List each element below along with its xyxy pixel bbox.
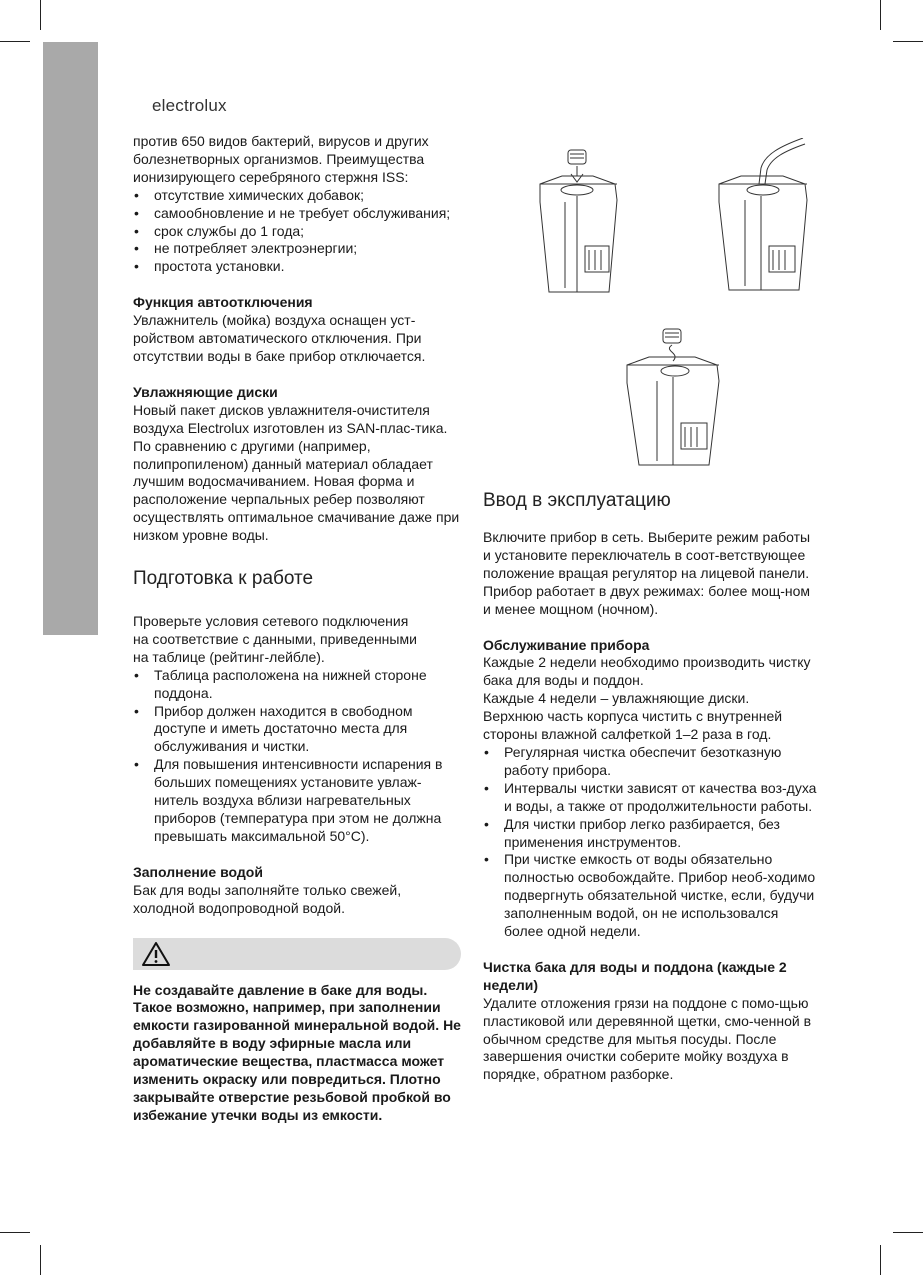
crop-mark: [40, 1245, 41, 1275]
service-text-2: Каждые 4 недели – увлажняющие диски.: [483, 690, 750, 707]
brand-logo: electrolux: [152, 96, 227, 115]
list-item: • Для повышения интенсивности испарения в больших помещениях установите увлаж-нитель воздуха вблизи нагревательных приборов (температура при этом не должна превышать максимальной 50°C).: [133, 756, 463, 846]
crop-mark: [880, 1245, 881, 1275]
list-item: • не потребляет электроэнергии;: [133, 240, 463, 258]
crop-mark: [880, 0, 881, 30]
tank-illustration-2: [713, 138, 813, 298]
crop-mark: [0, 1232, 30, 1233]
startup-heading: Ввод в эксплуатацию: [483, 490, 671, 511]
warning-bar: [133, 938, 461, 970]
prep-heading: Подготовка к работе: [133, 568, 314, 590]
tank-clean-title: Чистка бака для воды и поддона (каждые 2 недели): [483, 958, 787, 993]
warning-text: Не создавайте давление в баке для воды. Такое возможно, например, при заполнении емкости газированной минеральной водой. Не добавляйте в воду эфирные масла или ароматические вещества, пластмасса может изменить окраску или повредиться. Плотно закрывайте отверстие резьбовой пробкой во избежание утечки воды из емкости.: [133, 981, 461, 1123]
left-column: [133, 133, 463, 1125]
list-item: • Интервалы чистки зависят от качества воз-духа и воды, а также от продолжительности работы.: [483, 780, 818, 816]
fill-text: Бак для воды заполняйте только свежей, холодной водопроводной водой.: [133, 881, 402, 916]
service-text-1: Каждые 2 недели необходимо производить чистку бака для воды и поддон.: [483, 654, 811, 689]
crop-mark: [893, 41, 923, 42]
prep-text: Проверьте условия сетевого подключения на соответствие с данными, приведенными на таблице (рейтинг-лейбле).: [133, 613, 417, 665]
list-item: • самообновление и не требует обслуживания;: [133, 205, 463, 223]
list-item: • При чистке емкость от воды обязательно полностью освобождайте. Прибор необ-ходимо подвергнуть обязательной чистке, если, будучи заполненным водой, он не использовался более одной недели.: [483, 851, 818, 941]
crop-mark: [0, 41, 30, 42]
intro-text: против 650 видов бактерий, вирусов и других болезнетворных организмов. Преимущества ионизирующего серебряного стержня ISS:: [133, 133, 429, 185]
auto-off-text: Увлажнитель (мойка) воздуха оснащен уст-ройством автоматического отключения. При отсутствии воды в баке прибор отключается.: [133, 312, 426, 364]
service-bullet-list: [483, 744, 818, 941]
tank-clean-text: Удалите отложения грязи на поддоне с помо-щью пластиковой или деревянной щетки, смо-ченной в обычном средстве для мытья посуды. После завершения очистки соберите мойку воздуха в порядке, обратном разборке.: [483, 994, 812, 1083]
startup-text-1: Включите прибор в сеть. Выберите режим работы и установите переключатель в соот-ветствующее положение вращая регулятор на лицевой панели.: [483, 529, 811, 581]
crop-mark: [893, 1232, 923, 1233]
fill-title: Заполнение водой: [133, 863, 263, 880]
discs-title: Увлажняющие диски: [133, 383, 278, 400]
warning-triangle-icon: [141, 941, 171, 967]
list-item: • Регулярная чистка обеспечит безотказную работу прибора.: [483, 744, 818, 780]
crop-mark: [40, 0, 41, 30]
service-text-3: Верхнюю часть корпуса чистить с внутренней стороны влажной салфеткой 1–2 раза в год.: [483, 708, 783, 743]
list-item: • срок службы до 1 года;: [133, 223, 463, 241]
intro-bullet-list: [133, 187, 463, 277]
service-title: Обслуживание прибора: [483, 636, 650, 653]
tank-illustration-3: [623, 325, 723, 475]
prep-bullet-list: [133, 667, 463, 846]
list-item: • Прибор должен находится в свободном доступе и иметь достаточно места для обслуживания и чистки.: [133, 703, 463, 757]
side-tab: [43, 42, 98, 635]
right-column: [483, 489, 818, 1084]
discs-text: Новый пакет дисков увлажнителя-очистителя воздуха Electrolux изготовлен из SAN-плас-тика. По сравнению с другими (например, полипропиленом) данный материал обладает лучшим водосмачиванием. Новая форма и расположение черпальных ребер позволяют осуществлять оптимальное смачивание даже при низком уровне воды.: [133, 401, 460, 544]
tank-illustration-1: [537, 142, 629, 302]
startup-text-2: Прибор работает в двух режимах: более мощ-ном и менее мощном (ночном).: [483, 582, 811, 617]
auto-off-title: Функция автоотключения: [133, 294, 313, 311]
list-item: • Для чистки прибор легко разбирается, без применения инструментов.: [483, 816, 818, 852]
list-item: • отсутствие химических добавок;: [133, 187, 463, 205]
list-item: • Таблица расположена на нижней стороне поддона.: [133, 667, 463, 703]
list-item: • простота установки.: [133, 258, 463, 276]
